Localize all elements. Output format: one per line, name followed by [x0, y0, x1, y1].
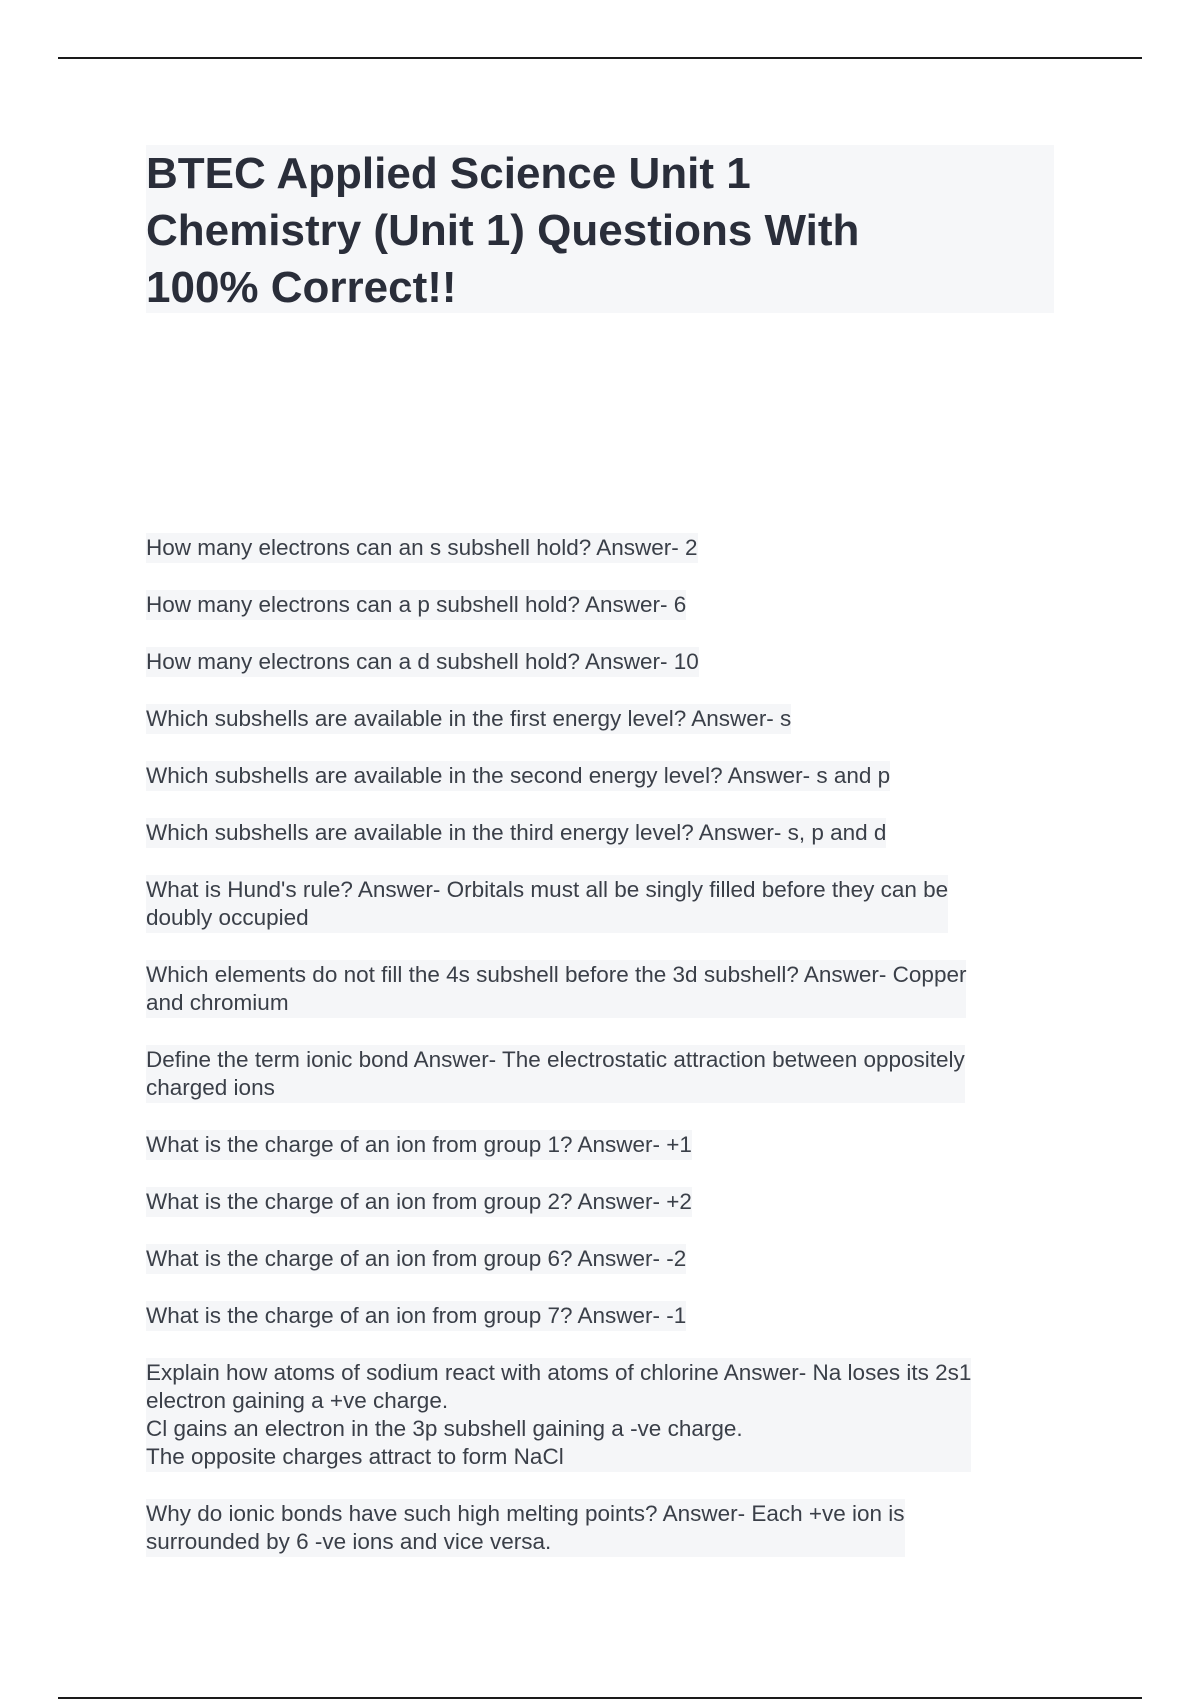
qa-item: [146, 1187, 692, 1217]
qa-item: [146, 1244, 686, 1274]
top-rule: [58, 57, 1142, 59]
qa-list: [146, 533, 1066, 1584]
qa-item: [146, 647, 699, 677]
title-block: [146, 145, 1054, 313]
bottom-rule: [58, 1697, 1142, 1699]
qa-line: What is the charge of an ion from group 7? Answer- -1: [146, 1303, 687, 1328]
qa-line: Cl gains an electron in the 3p subshell gaining a -ve charge.: [146, 1416, 743, 1441]
qa-line: Which subshells are available in the second energy level? Answer- s and p: [146, 763, 891, 788]
qa-line: Define the term ionic bond Answer- The electrostatic attraction between oppositely: [146, 1047, 965, 1072]
qa-line: Which subshells are available in the third energy level? Answer- s, p and d: [146, 820, 887, 845]
qa-item: [146, 761, 890, 791]
qa-line: How many electrons can a p subshell hold? Answer- 6: [146, 592, 687, 617]
title-line: BTEC Applied Science Unit 1: [146, 149, 751, 198]
qa-line: Which subshells are available in the first energy level? Answer- s: [146, 706, 792, 731]
qa-line: What is the charge of an ion from group 1? Answer- +1: [146, 1132, 692, 1157]
qa-line: How many electrons can a d subshell hold? Answer- 10: [146, 649, 699, 674]
qa-line: What is Hund's rule? Answer- Orbitals must all be singly filled before they can be: [146, 877, 949, 902]
qa-item: [146, 960, 966, 1018]
title-line: 100% Correct!!: [146, 263, 457, 312]
title-line: Chemistry (Unit 1) Questions With: [146, 206, 860, 255]
qa-item: [146, 590, 686, 620]
qa-line: The opposite charges attract to form NaCl: [146, 1444, 564, 1469]
qa-line: charged ions: [146, 1075, 275, 1100]
qa-item: [146, 875, 948, 933]
qa-line: Why do ionic bonds have such high melting points? Answer- Each +ve ion is: [146, 1501, 905, 1526]
qa-item: [146, 533, 698, 563]
qa-line: surrounded by 6 -ve ions and vice versa.: [146, 1529, 552, 1554]
qa-line: electron gaining a +ve charge.: [146, 1388, 449, 1413]
qa-line: Explain how atoms of sodium react with atoms of chlorine Answer- Na loses its 2s1: [146, 1360, 972, 1385]
qa-item: [146, 704, 791, 734]
qa-line: What is the charge of an ion from group 2? Answer- +2: [146, 1189, 692, 1214]
qa-line: and chromium: [146, 990, 289, 1015]
qa-item: [146, 1358, 971, 1472]
qa-line: doubly occupied: [146, 905, 309, 930]
qa-item: [146, 1301, 686, 1331]
qa-item: [146, 1499, 905, 1557]
qa-item: [146, 1130, 692, 1160]
qa-item: [146, 1045, 965, 1103]
qa-item: [146, 818, 886, 848]
qa-line: How many electrons can an s subshell hold? Answer- 2: [146, 535, 698, 560]
qa-line: What is the charge of an ion from group 6? Answer- -2: [146, 1246, 687, 1271]
document-title: [146, 145, 1054, 316]
qa-line: Which elements do not fill the 4s subshell before the 3d subshell? Answer- Copper: [146, 962, 967, 987]
